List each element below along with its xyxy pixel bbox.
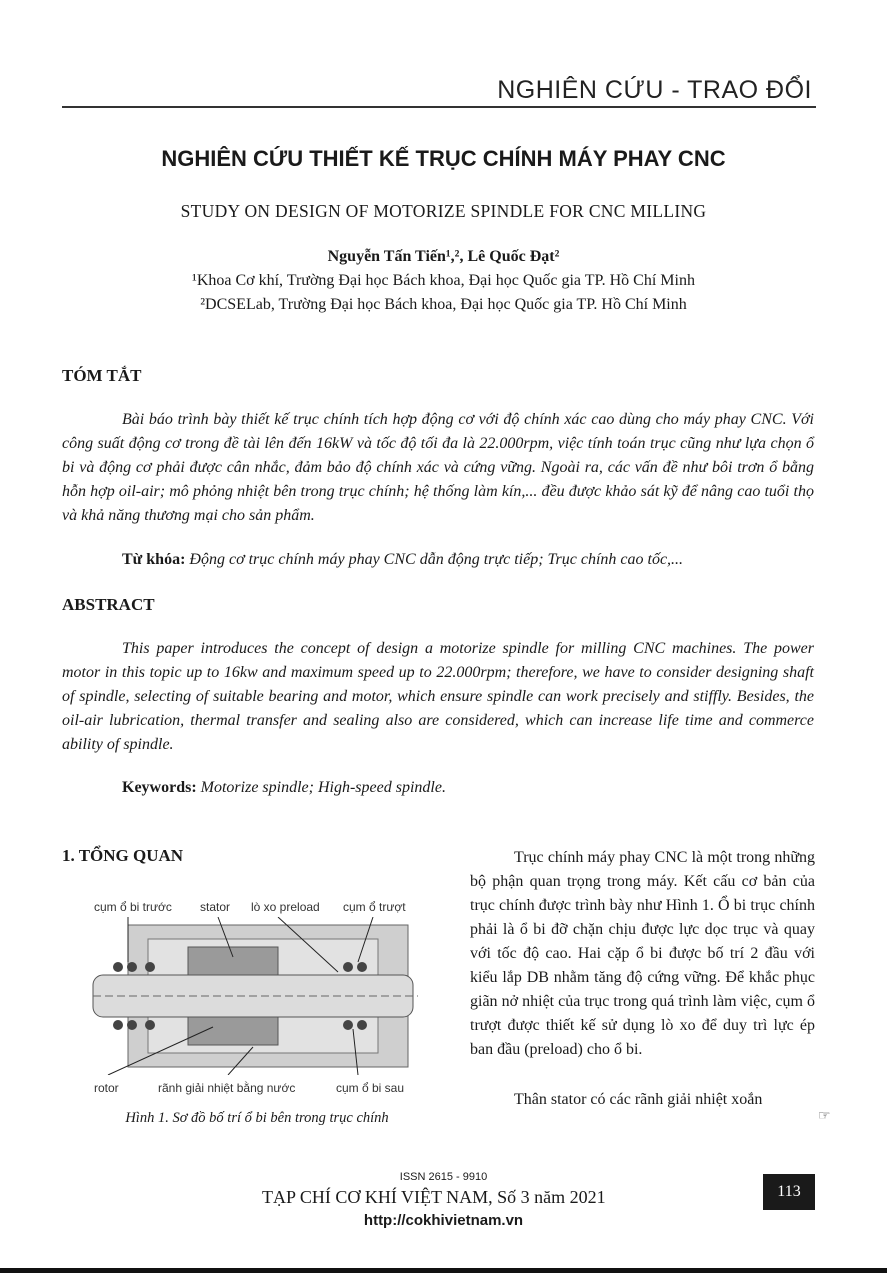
abstract-paragraph: This paper introduces the concept of design a motorize spindle for milling CNC machines. The power motor in this topic up to 16kw and maximum speed up to 22.000rpm; therefore, we have to consider designing shaft of spindle, selecting of suitable bearing and motor, which ensure spindle can work precisely and stiffly. Besides, the oil-air lubrication, thermal transfer and sealing also are considered, which can increase life time and commerce ability of spindle. [62, 640, 814, 753]
section1-paragraph-1: Trục chính máy phay CNC là một trong những bộ phận quan trọng trong máy. Kết cấu cơ bản của trục chính được trình bày như Hình 1. Ổ bi trục chính phải là ổ bi đỡ chặn chịu được lực dọc trục và quay với tốc độ cao. Hai cặp ổ bi được bố trí 2 đầu với kiểu lắp DB nhằm tăng độ cứng vững. Để khắc phục giãn nở nhiệt của trục trong quá trình làm việc, cụm ổ trượt được thiết kế sử dụng lò xo để duy trì lực ép ban đầu (preload) cho ổ bi. [470, 849, 815, 1058]
abstract-text [62, 637, 814, 757]
spindle-cross-section [88, 917, 423, 1075]
pointing-hand-icon: ☞ [818, 1109, 831, 1124]
tomtat-heading: TÓM TẮT [62, 366, 142, 385]
section1-paragraph-2: Thân stator có các rãnh giải nhiệt xoắn [514, 1091, 763, 1108]
section1-heading: 1. TỔNG QUAN [62, 846, 184, 865]
issn: ISSN 2615 - 9910 [399, 1171, 488, 1183]
affiliation-2: ²DCSELab, Trường Đại học Bách khoa, Đại học Quốc gia TP. Hồ Chí Minh [200, 296, 687, 313]
label-stator: stator [200, 900, 231, 914]
tomtat-keywords [122, 551, 683, 569]
page-number: 113 [763, 1174, 815, 1210]
header-rule [62, 106, 816, 108]
label-preload-spring: lò xo preload [251, 900, 320, 914]
section-header: NGHIÊN CỨU - TRAO ĐỔI [497, 76, 812, 104]
journal-url: http://cokhivietnam.vn [363, 1212, 524, 1229]
label-sliding-bearing: cụm ổ trượt [343, 900, 406, 914]
article-title: NGHIÊN CỨU THIẾT KẾ TRỤC CHÍNH MÁY PHAY CNC [161, 146, 726, 171]
tomtat-text [62, 408, 814, 528]
figure-caption: Hình 1. Sơ đồ bố trí ổ bi bên trong trục chính [125, 1110, 389, 1126]
tomtat-paragraph: Bài báo trình bày thiết kế trục chính tích hợp động cơ với độ chính xác cao dùng cho máy phay CNC. Với công suất động cơ trong đề tài lên đến 16kW và tốc độ tối đa là 22.000rpm, việc tính toán trục cũng như lựa chọn ổ bi và động cơ phải được cân nhắc, đảm bảo độ chính xác và cứng vững. Ngoài ra, các vấn đề như bôi trơn ổ bằng hỗn hợp oil-air; mô phỏng nhiệt bên trong trục chính; hệ thống làm kín,... đều được khảo sát kỹ để nâng cao tuổi thọ và khả năng thương mại cho sản phẩm. [62, 411, 814, 524]
abstract-heading: ABSTRACT [62, 595, 155, 614]
journal-name [262, 1187, 606, 1208]
abstract-keywords [122, 779, 446, 797]
label-rotor: rotor [94, 1081, 119, 1095]
journal-issue: Số 3 năm 2021 [492, 1187, 606, 1207]
journal-title: TẠP CHÍ CƠ KHÍ VIỆT NAM, [262, 1187, 493, 1207]
section1-body [470, 846, 815, 1112]
authors: Nguyễn Tấn Tiến¹,², Lê Quốc Đạt² [327, 248, 560, 265]
figure-spindle-diagram [88, 895, 423, 1100]
keywords-label: Từ khóa: [122, 551, 186, 568]
label-cooling-groove: rãnh giải nhiệt bằng nước [158, 1081, 296, 1095]
label-rear-bearing: cụm ổ bi sau [336, 1081, 405, 1095]
affiliation-1: ¹Khoa Cơ khí, Trường Đại học Bách khoa, Đại học Quốc gia TP. Hồ Chí Minh [192, 272, 695, 289]
keywords-label: Keywords: [122, 779, 197, 796]
bottom-rule [0, 1268, 887, 1273]
label-front-bearing: cụm ổ bi trước [94, 900, 172, 914]
keywords-text: Động cơ trục chính máy phay CNC dẫn động trực tiếp; Trục chính cao tốc,... [189, 551, 684, 568]
article-subtitle: STUDY ON DESIGN OF MOTORIZE SPINDLE FOR CNC MILLING [180, 201, 707, 221]
keywords-text: Motorize spindle; High-speed spindle. [200, 779, 446, 796]
